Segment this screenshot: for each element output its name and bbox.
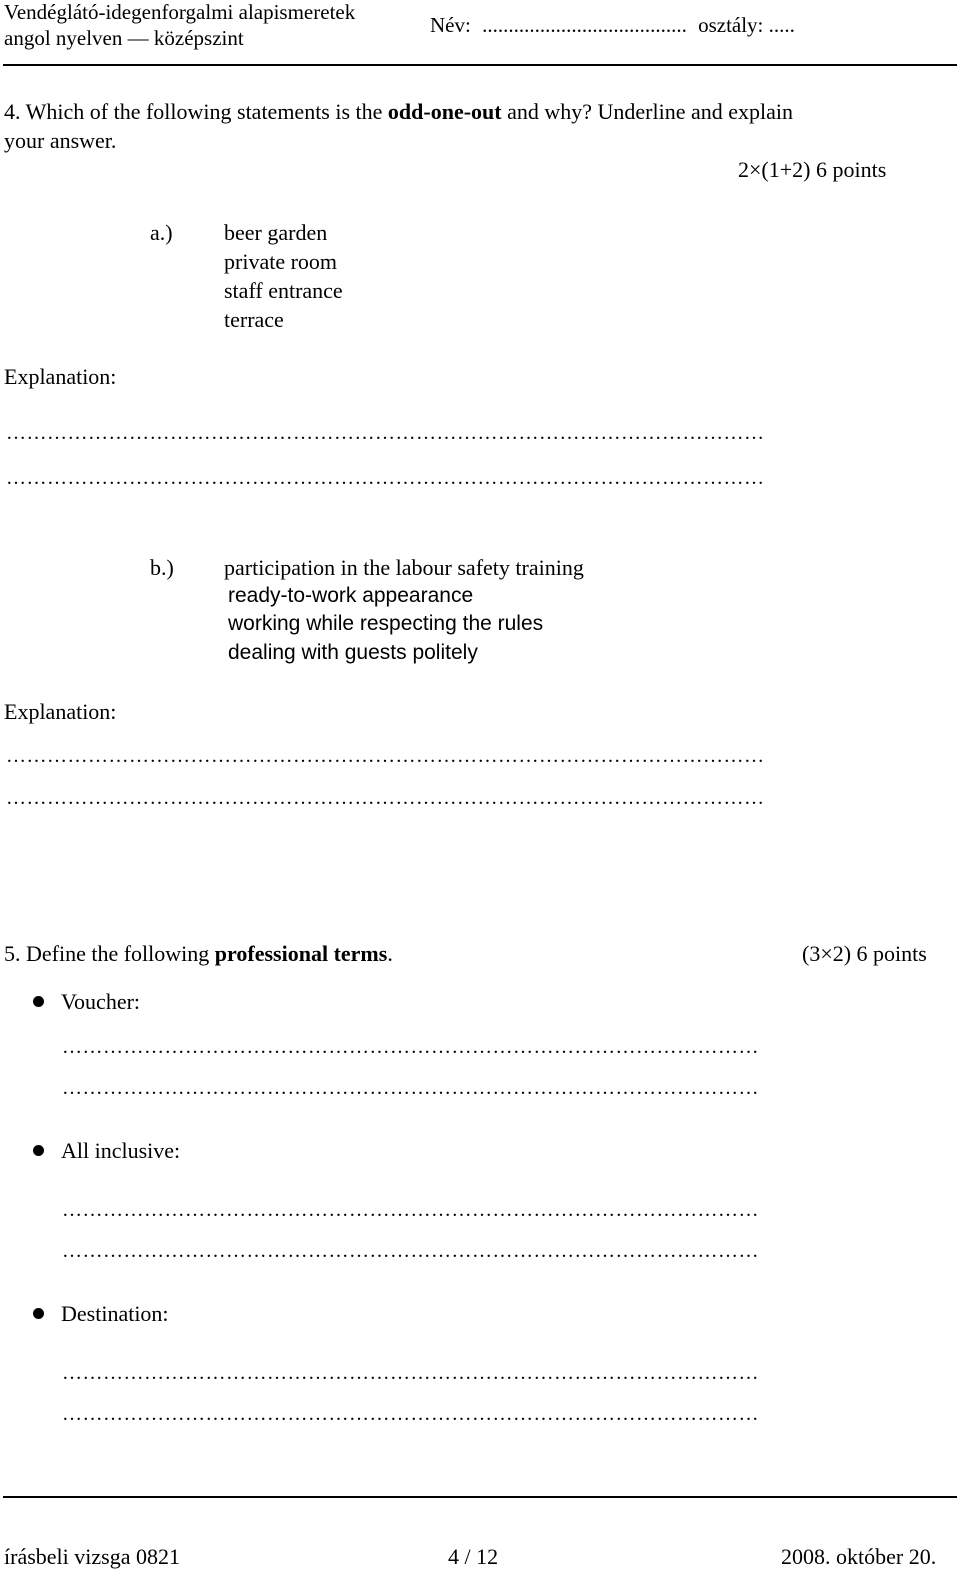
- q4-text-before: Which of the following statements is the: [25, 99, 383, 124]
- q5-text-bold: professional terms: [214, 941, 388, 966]
- q4b-item: dealing with guests politely: [228, 641, 478, 664]
- name-label: Név:: [430, 13, 471, 37]
- footer-exam-code: írásbeli vizsga 0821: [4, 1544, 180, 1569]
- q5-prompt: [4, 941, 393, 966]
- q5-answer-line: …………………………………………………………………………………………: [62, 1199, 759, 1221]
- name-blank: .......................................: [482, 13, 687, 37]
- q4b-item: participation in the labour safety training: [224, 555, 584, 580]
- q4b-item: working while respecting the rules: [228, 612, 544, 635]
- q4a-answer-line: …………………………………………………………………………………………………: [6, 422, 765, 444]
- q4a-item: private room: [224, 249, 338, 274]
- q4-text-after: and why? Underline and explain: [507, 99, 794, 124]
- class-label: osztály:: [698, 13, 764, 37]
- class-blank: .....: [768, 13, 795, 37]
- q5-text-before: Define the following: [26, 941, 210, 966]
- name-field: [430, 13, 795, 37]
- q5-answer-line: …………………………………………………………………………………………: [62, 1077, 759, 1099]
- q4a-explanation-label: Explanation:: [4, 364, 117, 389]
- q4b-label: b.): [150, 555, 174, 580]
- q5-number: 5.: [4, 941, 21, 966]
- q4a-answer-line: …………………………………………………………………………………………………: [6, 467, 765, 489]
- q4b-explanation-label: Explanation:: [4, 699, 117, 724]
- q4a-item: terrace: [224, 307, 284, 332]
- q4-number: 4.: [4, 99, 21, 124]
- q5-term-voucher: Voucher:: [61, 989, 141, 1014]
- header-rule: [3, 64, 957, 66]
- bullet-icon: [33, 1308, 44, 1319]
- q4a-item: staff entrance: [224, 278, 343, 303]
- q4a-label: a.): [150, 220, 173, 245]
- q5-answer-line: …………………………………………………………………………………………: [62, 1403, 759, 1425]
- footer-page-number: 4 / 12: [448, 1544, 499, 1569]
- q4b-item: ready-to-work appearance: [228, 584, 474, 607]
- q5-points: (3×2) 6 points: [802, 941, 927, 966]
- subject-level: angol nyelven — középszint: [4, 26, 244, 50]
- bullet-icon: [33, 1145, 44, 1156]
- footer-date: 2008. október 20.: [781, 1544, 937, 1569]
- q5-term-all-inclusive: All inclusive:: [61, 1138, 181, 1163]
- q4-prompt: [4, 99, 954, 124]
- footer-rule: [3, 1496, 957, 1498]
- subject-title: Vendéglátó-idegenforgalmi alapismeretek: [4, 0, 356, 24]
- q4b-answer-line: …………………………………………………………………………………………………: [6, 745, 765, 767]
- q4-points: 2×(1+2) 6 points: [738, 157, 887, 182]
- q5-term-destination: Destination:: [61, 1301, 169, 1326]
- q5-answer-line: …………………………………………………………………………………………: [62, 1036, 759, 1058]
- bullet-icon: [33, 996, 44, 1007]
- q5-answer-line: …………………………………………………………………………………………: [62, 1240, 759, 1262]
- q5-answer-line: …………………………………………………………………………………………: [62, 1362, 759, 1384]
- q4-text-line2: your answer.: [4, 128, 117, 153]
- q4b-answer-line: …………………………………………………………………………………………………: [6, 787, 765, 809]
- q5-text-after: .: [387, 941, 393, 966]
- q4-text-bold: odd-one-out: [387, 99, 502, 124]
- q4a-item: beer garden: [224, 220, 328, 245]
